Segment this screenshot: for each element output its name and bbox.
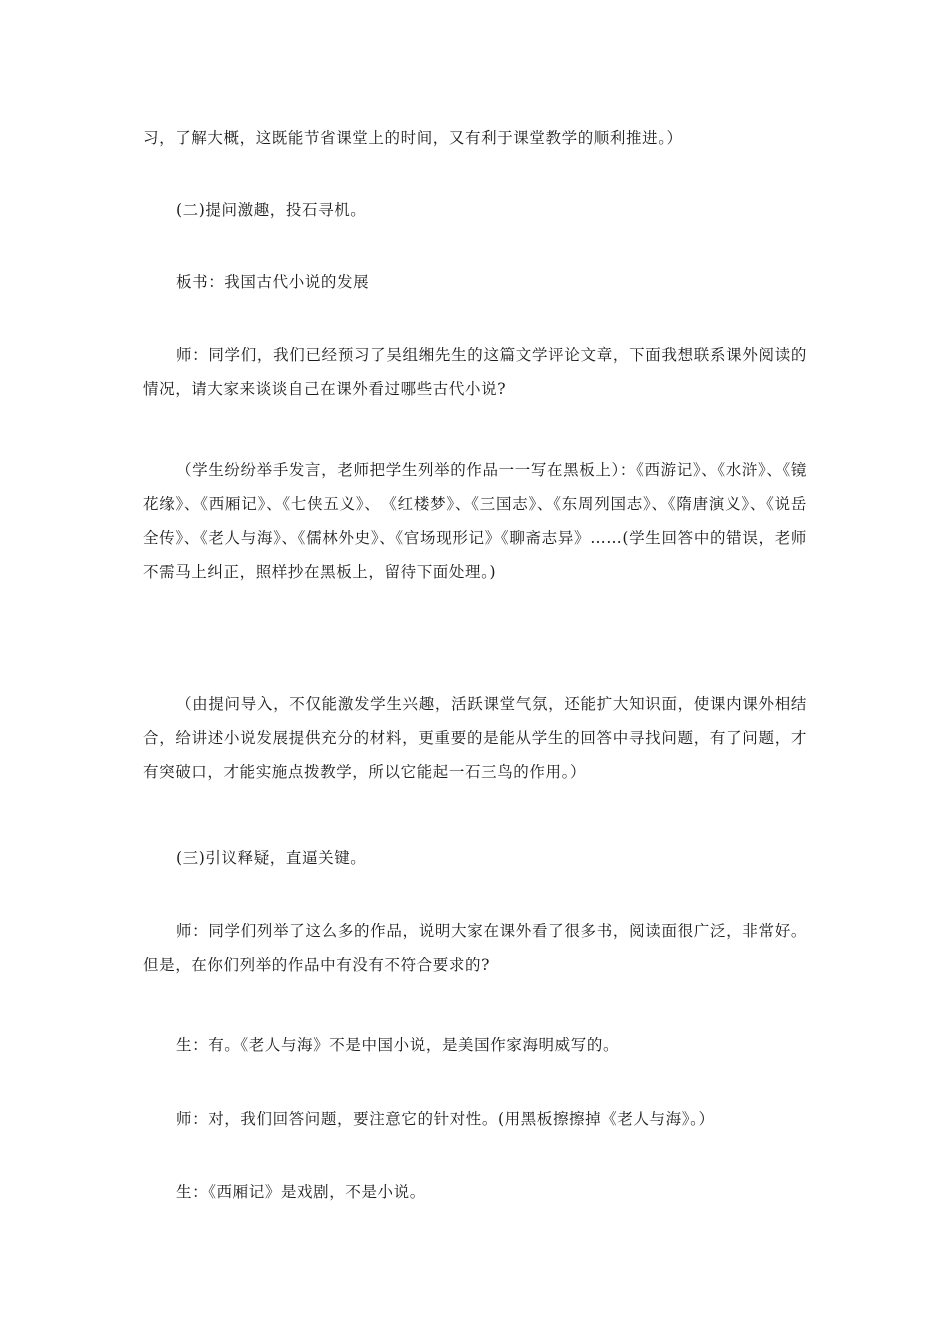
student-reply-2: 生：《西厢记》是戏剧，不是小说。 [176,1183,426,1201]
teaching-commentary: （由提问导入，不仅能激发学生兴趣，活跃课堂气氛，还能扩大知识面，使课内课外相结合，给讲述小说发展提供充分的材料，更重要的是能从学生的回答中寻找问题，有了问题，才有突破口，才能实施点拨教学，所以它能起一石三鸟的作用。） [143,695,807,781]
section-heading-2: (二)提问激趣，投石寻机。 [176,201,367,219]
paragraph-1: 习，了解大概，这既能节省课堂上的时间，又有利于课堂教学的顺利推进。） [143,129,683,147]
student-answers-list: （学生纷纷举手发言，老师把学生列举的作品一一写在黑板上）：《西游记》、《水浒》、《镜花缘》、《西厢记》、《七侠五义》、 《红楼梦》、《三国志》、《东周列国志》、《隋唐演义》、《说岳全传》、《老人与海》、《儒林外史》、《官场现形记》《聊斋志异》……(学生回答中的错误，老师不需马上纠正，照样抄在黑板上，留待下面处理。) [143,461,807,581]
teacher-reply: 师：对，我们回答问题，要注意它的针对性。(用黑板擦擦掉《老人与海》。） [176,1110,715,1128]
teacher-question-1: 师：同学们，我们已经预习了吴组缃先生的这篇文学评论文章，下面我想联系课外阅读的情况，请大家来谈谈自己在课外看过哪些古代小说? [143,346,807,398]
blackboard-note: 板书：我国古代小说的发展 [176,273,370,291]
student-reply-1: 生：有。《老人与海》不是中国小说，是美国作家海明威写的。 [176,1036,620,1054]
teacher-question-2: 师：同学们列举了这么多的作品，说明大家在课外看了很多书，阅读面很广泛，非常好。但是，在你们列举的作品中有没有不符合要求的? [143,922,807,974]
section-heading-3: (三)引议释疑，直逼关键。 [176,849,367,867]
